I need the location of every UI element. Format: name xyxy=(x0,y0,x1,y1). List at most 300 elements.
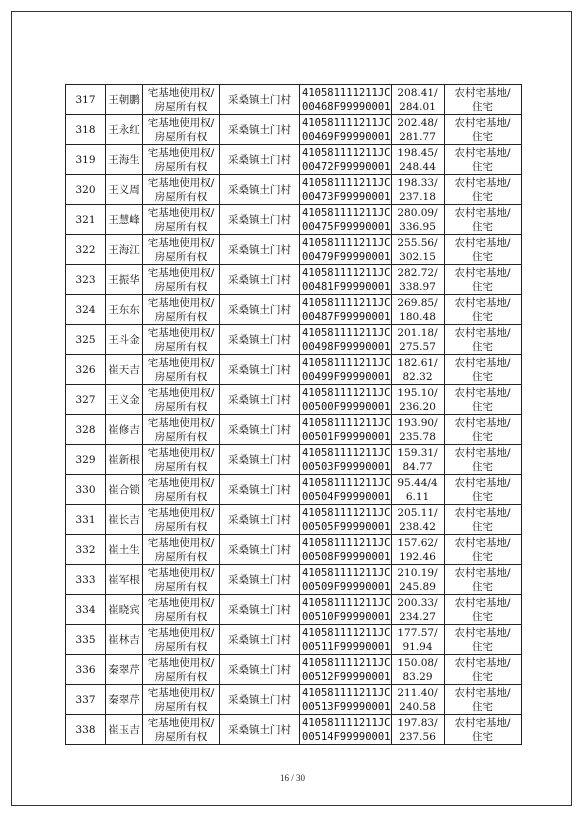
row-number-cell: 338 xyxy=(66,715,106,745)
land-use-cell xyxy=(444,265,521,295)
certificate-number-cell xyxy=(300,235,392,265)
location-cell: 采桑镇土门村 xyxy=(220,595,300,625)
land-use-cell-line-1: 农村宅基地/ xyxy=(454,626,511,639)
right-type-cell-line-2: 房屋所有权 xyxy=(154,340,208,353)
area-cell-line-1: 95.44/4 xyxy=(397,476,438,489)
table-row xyxy=(66,655,522,685)
land-use-cell-line-2: 住宅 xyxy=(472,130,494,143)
location-cell: 采桑镇土门村 xyxy=(220,535,300,565)
area-cell-line-2: 91.94 xyxy=(402,640,433,653)
certificate-number-cell-line-1: 410581111211JC xyxy=(302,686,391,699)
certificate-number-cell xyxy=(300,385,392,415)
right-type-cell xyxy=(143,85,220,115)
area-cell xyxy=(391,205,444,235)
owner-name-cell: 王永红 xyxy=(106,115,143,145)
certificate-number-cell-line-1: 410581111211JC xyxy=(302,626,391,639)
row-number-cell: 337 xyxy=(66,685,106,715)
certificate-number-cell-line-2: 00511F99990001 xyxy=(302,640,391,653)
certificate-number-cell-line-2: 00505F99990001 xyxy=(302,520,391,533)
land-use-cell-line-1: 农村宅基地/ xyxy=(454,176,511,189)
land-use-cell xyxy=(444,475,521,505)
area-cell xyxy=(391,325,444,355)
area-cell-line-1: 201.18/ xyxy=(397,326,438,339)
certificate-number-cell xyxy=(300,715,392,745)
location-cell: 采桑镇土门村 xyxy=(220,565,300,595)
land-use-cell-line-2: 住宅 xyxy=(472,580,494,593)
area-cell-line-2: 192.46 xyxy=(399,550,436,563)
right-type-cell-line-2: 房屋所有权 xyxy=(154,130,208,143)
certificate-number-cell-line-1: 410581111211JC xyxy=(302,536,391,549)
area-cell-line-1: 255.56/ xyxy=(397,236,438,249)
location-cell: 采桑镇土门村 xyxy=(220,85,300,115)
owner-name-cell: 崔合锁 xyxy=(106,475,143,505)
certificate-number-cell-line-2: 00501F99990001 xyxy=(302,430,391,443)
table-row xyxy=(66,115,522,145)
area-cell xyxy=(391,505,444,535)
location-cell: 采桑镇土门村 xyxy=(220,175,300,205)
location-cell: 采桑镇土门村 xyxy=(220,115,300,145)
land-use-cell xyxy=(444,625,521,655)
area-cell xyxy=(391,625,444,655)
table-row xyxy=(66,385,522,415)
page-number: 16 / 30 xyxy=(279,773,305,783)
land-use-cell-line-1: 农村宅基地/ xyxy=(454,146,511,159)
right-type-cell-line-2: 房屋所有权 xyxy=(154,220,208,233)
area-cell-line-1: 182.61/ xyxy=(397,356,438,369)
land-use-cell xyxy=(444,415,521,445)
land-use-cell-line-2: 住宅 xyxy=(472,310,494,323)
right-type-cell xyxy=(143,145,220,175)
land-use-cell-line-1: 农村宅基地/ xyxy=(454,566,511,579)
certificate-number-cell xyxy=(300,655,392,685)
location-cell: 采桑镇土门村 xyxy=(220,715,300,745)
right-type-cell-line-2: 房屋所有权 xyxy=(154,670,208,683)
area-cell-line-2: 6.11 xyxy=(405,490,430,503)
location-cell: 采桑镇土门村 xyxy=(220,295,300,325)
location-cell: 采桑镇土门村 xyxy=(220,205,300,235)
area-cell-line-2: 284.01 xyxy=(399,100,436,113)
land-use-cell-line-2: 住宅 xyxy=(472,700,494,713)
row-number-cell: 329 xyxy=(66,445,106,475)
location-cell: 采桑镇土门村 xyxy=(220,385,300,415)
right-type-cell xyxy=(143,505,220,535)
row-number-cell: 320 xyxy=(66,175,106,205)
certificate-number-cell-line-2: 00468F99990001 xyxy=(302,100,391,113)
owner-name-cell: 王东东 xyxy=(106,295,143,325)
area-cell xyxy=(391,655,444,685)
land-use-cell-line-2: 住宅 xyxy=(472,370,494,383)
area-cell-line-1: 205.11/ xyxy=(397,506,438,519)
table-row xyxy=(66,475,522,505)
certificate-number-cell xyxy=(300,85,392,115)
certificate-number-cell xyxy=(300,475,392,505)
area-cell-line-2: 245.89 xyxy=(399,580,436,593)
land-use-cell-line-1: 农村宅基地/ xyxy=(454,506,511,519)
certificate-number-cell xyxy=(300,325,392,355)
certificate-number-cell-line-2: 00510F99990001 xyxy=(302,610,391,623)
right-type-cell xyxy=(143,475,220,505)
row-number-cell: 334 xyxy=(66,595,106,625)
right-type-cell-line-1: 宅基地使用权/ xyxy=(147,506,215,519)
right-type-cell-line-1: 宅基地使用权/ xyxy=(147,686,215,699)
owner-name-cell: 崔土生 xyxy=(106,535,143,565)
certificate-number-cell-line-2: 00503F99990001 xyxy=(302,460,391,473)
certificate-number-cell-line-1: 410581111211JC xyxy=(302,326,391,339)
certificate-number-cell xyxy=(300,505,392,535)
table-row xyxy=(66,265,522,295)
area-cell xyxy=(391,145,444,175)
land-use-cell-line-2: 住宅 xyxy=(472,550,494,563)
location-cell: 采桑镇土门村 xyxy=(220,265,300,295)
right-type-cell xyxy=(143,625,220,655)
right-type-cell-line-2: 房屋所有权 xyxy=(154,610,208,623)
certificate-number-cell xyxy=(300,535,392,565)
land-use-cell xyxy=(444,115,521,145)
row-number-cell: 324 xyxy=(66,295,106,325)
location-cell: 采桑镇土门村 xyxy=(220,625,300,655)
right-type-cell-line-2: 房屋所有权 xyxy=(154,640,208,653)
owner-name-cell: 王振华 xyxy=(106,265,143,295)
certificate-number-cell-line-1: 410581111211JC xyxy=(302,86,391,99)
certificate-number-cell xyxy=(300,445,392,475)
area-cell xyxy=(391,235,444,265)
right-type-cell-line-2: 房屋所有权 xyxy=(154,250,208,263)
row-number-cell: 317 xyxy=(66,85,106,115)
owner-name-cell: 崔晓宾 xyxy=(106,595,143,625)
right-type-cell-line-1: 宅基地使用权/ xyxy=(147,716,215,729)
land-use-cell-line-2: 住宅 xyxy=(472,520,494,533)
certificate-number-cell-line-1: 410581111211JC xyxy=(302,356,391,369)
area-cell-line-1: 282.72/ xyxy=(397,266,438,279)
area-cell-line-1: 211.40/ xyxy=(397,686,438,699)
right-type-cell-line-1: 宅基地使用权/ xyxy=(147,266,215,279)
land-use-cell xyxy=(444,325,521,355)
area-cell-line-2: 234.27 xyxy=(399,610,436,623)
area-cell-line-2: 302.15 xyxy=(399,250,436,263)
table-row xyxy=(66,415,522,445)
area-cell xyxy=(391,535,444,565)
right-type-cell-line-2: 房屋所有权 xyxy=(154,700,208,713)
right-type-cell-line-1: 宅基地使用权/ xyxy=(147,656,215,669)
table-row xyxy=(66,85,522,115)
certificate-number-cell-line-2: 00479F99990001 xyxy=(302,250,391,263)
certificate-number-cell-line-2: 00473F99990001 xyxy=(302,190,391,203)
right-type-cell-line-1: 宅基地使用权/ xyxy=(147,86,215,99)
right-type-cell-line-2: 房屋所有权 xyxy=(154,730,208,743)
row-number-cell: 328 xyxy=(66,415,106,445)
table-row xyxy=(66,625,522,655)
certificate-number-cell xyxy=(300,415,392,445)
right-type-cell xyxy=(143,205,220,235)
right-type-cell-line-1: 宅基地使用权/ xyxy=(147,536,215,549)
location-cell: 采桑镇土门村 xyxy=(220,475,300,505)
row-number-cell: 332 xyxy=(66,535,106,565)
certificate-number-cell-line-1: 410581111211JC xyxy=(302,266,391,279)
land-use-cell xyxy=(444,655,521,685)
right-type-cell-line-1: 宅基地使用权/ xyxy=(147,386,215,399)
land-use-cell-line-1: 农村宅基地/ xyxy=(454,686,511,699)
owner-name-cell: 崔天吉 xyxy=(106,355,143,385)
right-type-cell-line-2: 房屋所有权 xyxy=(154,550,208,563)
owner-name-cell: 崔玉吉 xyxy=(106,715,143,745)
land-use-cell xyxy=(444,85,521,115)
certificate-number-cell xyxy=(300,205,392,235)
location-cell: 采桑镇土门村 xyxy=(220,355,300,385)
certificate-number-cell xyxy=(300,145,392,175)
location-cell: 采桑镇土门村 xyxy=(220,235,300,265)
right-type-cell-line-1: 宅基地使用权/ xyxy=(147,356,215,369)
land-use-cell-line-2: 住宅 xyxy=(472,640,494,653)
land-use-cell-line-2: 住宅 xyxy=(472,160,494,173)
land-use-cell xyxy=(444,595,521,625)
right-type-cell-line-1: 宅基地使用权/ xyxy=(147,476,215,489)
certificate-number-cell-line-2: 00513F99990001 xyxy=(302,700,391,713)
owner-name-cell: 崔修吉 xyxy=(106,415,143,445)
certificate-number-cell xyxy=(300,625,392,655)
row-number-cell: 318 xyxy=(66,115,106,145)
land-use-cell-line-1: 农村宅基地/ xyxy=(454,266,511,279)
area-cell-line-1: 198.45/ xyxy=(397,146,438,159)
area-cell-line-1: 198.33/ xyxy=(397,176,438,189)
certificate-number-cell-line-1: 410581111211JC xyxy=(302,566,391,579)
land-use-cell-line-1: 农村宅基地/ xyxy=(454,476,511,489)
registration-table xyxy=(65,84,522,745)
right-type-cell-line-2: 房屋所有权 xyxy=(154,580,208,593)
table-row xyxy=(66,505,522,535)
right-type-cell-line-1: 宅基地使用权/ xyxy=(147,206,215,219)
land-use-cell xyxy=(444,175,521,205)
certificate-number-cell-line-2: 00487F99990001 xyxy=(302,310,391,323)
row-number-cell: 319 xyxy=(66,145,106,175)
table-row xyxy=(66,715,522,745)
right-type-cell-line-2: 房屋所有权 xyxy=(154,310,208,323)
right-type-cell-line-1: 宅基地使用权/ xyxy=(147,596,215,609)
land-use-cell-line-1: 农村宅基地/ xyxy=(454,386,511,399)
area-cell-line-1: 159.31/ xyxy=(397,446,438,459)
area-cell-line-2: 235.78 xyxy=(399,430,436,443)
table-row xyxy=(66,205,522,235)
table-body xyxy=(66,85,522,745)
right-type-cell-line-2: 房屋所有权 xyxy=(154,460,208,473)
right-type-cell xyxy=(143,655,220,685)
area-cell-line-1: 269.85/ xyxy=(397,296,438,309)
area-cell xyxy=(391,175,444,205)
right-type-cell-line-2: 房屋所有权 xyxy=(154,190,208,203)
table-row xyxy=(66,175,522,205)
area-cell xyxy=(391,85,444,115)
right-type-cell-line-1: 宅基地使用权/ xyxy=(147,116,215,129)
area-cell xyxy=(391,295,444,325)
certificate-number-cell-line-1: 410581111211JC xyxy=(302,146,391,159)
table-row xyxy=(66,445,522,475)
area-cell xyxy=(391,445,444,475)
right-type-cell xyxy=(143,235,220,265)
certificate-number-cell-line-1: 410581111211JC xyxy=(302,446,391,459)
land-use-cell-line-2: 住宅 xyxy=(472,340,494,353)
land-use-cell xyxy=(444,385,521,415)
certificate-number-cell xyxy=(300,565,392,595)
area-cell-line-2: 82.32 xyxy=(402,370,433,383)
row-number-cell: 322 xyxy=(66,235,106,265)
land-use-cell xyxy=(444,205,521,235)
area-cell-line-2: 84.77 xyxy=(402,460,433,473)
owner-name-cell: 王义周 xyxy=(106,175,143,205)
certificate-number-cell-line-1: 410581111211JC xyxy=(302,386,391,399)
land-use-cell xyxy=(444,445,521,475)
row-number-cell: 336 xyxy=(66,655,106,685)
area-cell-line-1: 210.19/ xyxy=(397,566,438,579)
area-cell-line-2: 236.20 xyxy=(399,400,436,413)
certificate-number-cell-line-2: 00469F99990001 xyxy=(302,130,391,143)
land-use-cell-line-2: 住宅 xyxy=(472,250,494,263)
area-cell-line-2: 240.58 xyxy=(399,700,436,713)
land-use-cell-line-2: 住宅 xyxy=(472,670,494,683)
land-use-cell-line-1: 农村宅基地/ xyxy=(454,116,511,129)
certificate-number-cell-line-2: 00481F99990001 xyxy=(302,280,391,293)
area-cell-line-2: 338.97 xyxy=(399,280,436,293)
land-use-cell xyxy=(444,235,521,265)
location-cell: 采桑镇土门村 xyxy=(220,145,300,175)
right-type-cell xyxy=(143,415,220,445)
right-type-cell-line-2: 房屋所有权 xyxy=(154,400,208,413)
certificate-number-cell-line-1: 410581111211JC xyxy=(302,116,391,129)
area-cell-line-1: 200.33/ xyxy=(397,596,438,609)
area-cell-line-2: 237.56 xyxy=(399,730,436,743)
area-cell-line-1: 197.83/ xyxy=(397,716,438,729)
certificate-number-cell-line-2: 00500F99990001 xyxy=(302,400,391,413)
area-cell-line-1: 202.48/ xyxy=(397,116,438,129)
right-type-cell xyxy=(143,685,220,715)
owner-name-cell: 崔林吉 xyxy=(106,625,143,655)
right-type-cell xyxy=(143,325,220,355)
table-row xyxy=(66,145,522,175)
certificate-number-cell-line-1: 410581111211JC xyxy=(302,176,391,189)
owner-name-cell: 崔长吉 xyxy=(106,505,143,535)
land-use-cell-line-1: 农村宅基地/ xyxy=(454,86,511,99)
area-cell-line-2: 83.29 xyxy=(402,670,433,683)
land-use-cell-line-1: 农村宅基地/ xyxy=(454,656,511,669)
table-row xyxy=(66,325,522,355)
certificate-number-cell-line-2: 00514F99990001 xyxy=(302,730,391,743)
certificate-number-cell-line-2: 00509F99990001 xyxy=(302,580,391,593)
right-type-cell-line-1: 宅基地使用权/ xyxy=(147,446,215,459)
area-cell-line-1: 150.08/ xyxy=(397,656,438,669)
land-use-cell-line-1: 农村宅基地/ xyxy=(454,536,511,549)
row-number-cell: 325 xyxy=(66,325,106,355)
certificate-number-cell-line-1: 410581111211JC xyxy=(302,296,391,309)
table-row xyxy=(66,235,522,265)
certificate-number-cell-line-2: 00475F99990001 xyxy=(302,220,391,233)
owner-name-cell: 王海江 xyxy=(106,235,143,265)
land-use-cell xyxy=(444,145,521,175)
right-type-cell xyxy=(143,445,220,475)
area-cell xyxy=(391,265,444,295)
area-cell-line-1: 280.09/ xyxy=(397,206,438,219)
land-use-cell-line-1: 农村宅基地/ xyxy=(454,446,511,459)
owner-name-cell: 王斗金 xyxy=(106,325,143,355)
land-use-cell-line-1: 农村宅基地/ xyxy=(454,596,511,609)
area-cell-line-2: 237.18 xyxy=(399,190,436,203)
certificate-number-cell xyxy=(300,685,392,715)
right-type-cell-line-1: 宅基地使用权/ xyxy=(147,176,215,189)
land-use-cell-line-2: 住宅 xyxy=(472,220,494,233)
table-row xyxy=(66,535,522,565)
area-cell-line-1: 208.41/ xyxy=(397,86,438,99)
land-use-cell xyxy=(444,715,521,745)
certificate-number-cell-line-2: 00512F99990001 xyxy=(302,670,391,683)
right-type-cell-line-1: 宅基地使用权/ xyxy=(147,566,215,579)
table-row xyxy=(66,685,522,715)
certificate-number-cell-line-2: 00499F99990001 xyxy=(302,370,391,383)
right-type-cell xyxy=(143,115,220,145)
land-use-cell-line-2: 住宅 xyxy=(472,490,494,503)
right-type-cell-line-2: 房屋所有权 xyxy=(154,430,208,443)
right-type-cell xyxy=(143,175,220,205)
right-type-cell-line-1: 宅基地使用权/ xyxy=(147,626,215,639)
area-cell-line-2: 281.77 xyxy=(399,130,436,143)
right-type-cell xyxy=(143,535,220,565)
land-use-cell-line-2: 住宅 xyxy=(472,400,494,413)
area-cell-line-1: 195.10/ xyxy=(397,386,438,399)
area-cell-line-2: 180.48 xyxy=(399,310,436,323)
right-type-cell-line-1: 宅基地使用权/ xyxy=(147,326,215,339)
right-type-cell-line-1: 宅基地使用权/ xyxy=(147,416,215,429)
area-cell xyxy=(391,715,444,745)
land-use-cell-line-1: 农村宅基地/ xyxy=(454,326,511,339)
land-use-cell-line-2: 住宅 xyxy=(472,430,494,443)
row-number-cell: 326 xyxy=(66,355,106,385)
location-cell: 采桑镇土门村 xyxy=(220,685,300,715)
right-type-cell xyxy=(143,295,220,325)
row-number-cell: 327 xyxy=(66,385,106,415)
owner-name-cell: 秦翠芹 xyxy=(106,685,143,715)
right-type-cell-line-2: 房屋所有权 xyxy=(154,160,208,173)
area-cell xyxy=(391,385,444,415)
right-type-cell-line-1: 宅基地使用权/ xyxy=(147,296,215,309)
table-row xyxy=(66,355,522,385)
certificate-number-cell-line-2: 00498F99990001 xyxy=(302,340,391,353)
certificate-number-cell xyxy=(300,175,392,205)
land-use-cell-line-2: 住宅 xyxy=(472,100,494,113)
certificate-number-cell-line-1: 410581111211JC xyxy=(302,716,391,729)
area-cell xyxy=(391,415,444,445)
right-type-cell-line-2: 房屋所有权 xyxy=(154,520,208,533)
owner-name-cell: 崔军根 xyxy=(106,565,143,595)
area-cell-line-2: 238.42 xyxy=(399,520,436,533)
location-cell: 采桑镇土门村 xyxy=(220,505,300,535)
right-type-cell-line-2: 房屋所有权 xyxy=(154,100,208,113)
land-use-cell-line-2: 住宅 xyxy=(472,190,494,203)
certificate-number-cell xyxy=(300,295,392,325)
row-number-cell: 323 xyxy=(66,265,106,295)
area-cell xyxy=(391,595,444,625)
owner-name-cell: 王海生 xyxy=(106,145,143,175)
right-type-cell xyxy=(143,265,220,295)
land-use-cell xyxy=(444,535,521,565)
table-row xyxy=(66,295,522,325)
owner-name-cell: 王朝鹏 xyxy=(106,85,143,115)
area-cell xyxy=(391,685,444,715)
right-type-cell xyxy=(143,565,220,595)
location-cell: 采桑镇土门村 xyxy=(220,415,300,445)
certificate-number-cell-line-1: 410581111211JC xyxy=(302,596,391,609)
area-cell xyxy=(391,355,444,385)
area-cell-line-2: 248.44 xyxy=(399,160,436,173)
right-type-cell-line-2: 房屋所有权 xyxy=(154,370,208,383)
land-use-cell-line-1: 农村宅基地/ xyxy=(454,416,511,429)
land-use-cell-line-1: 农村宅基地/ xyxy=(454,716,511,729)
location-cell: 采桑镇土门村 xyxy=(220,445,300,475)
